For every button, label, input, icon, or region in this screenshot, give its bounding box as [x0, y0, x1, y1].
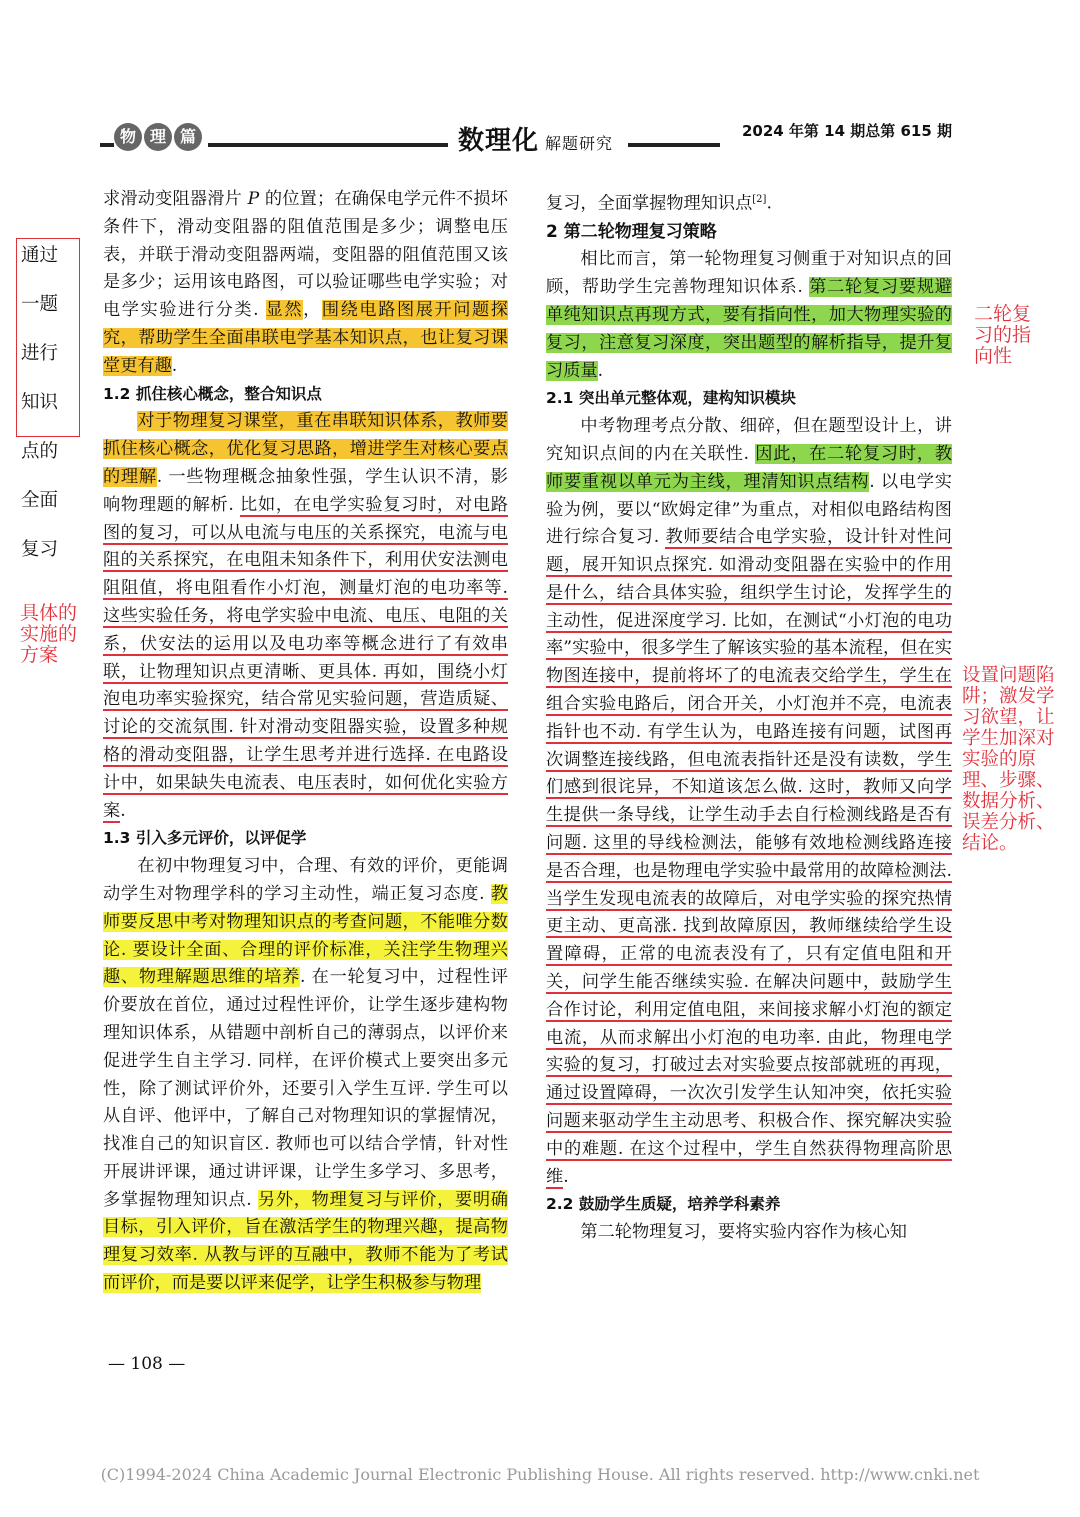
paragraph: 第二轮物理复习，要将实验内容作为核心知	[580, 1222, 907, 1243]
text: .	[766, 193, 772, 214]
underlined-text: 比如，在电学实验复习时，对电路图的复习，可以从电流与电压的关系探究，电流与电阻的关系探究，在电阻未知条件下，利用伏安法测电阻阻值，将电阻看作小灯泡，测量灯泡的电功率等. 这些实验任务，将电学实验中电流、电压、电阻的关系，伏安法的运用以及电功率等概念进行了有效串联，让物理知识点更清晰、更具体. 再如，围绕小灯泡电功率实验探究，结合常见实验问题，营造质疑、讨论的交流氛围. 针对滑动变阻器实验，设置多种规格的滑动变阻器，让学生思考并进行选择. 在电路设计中，如果缺失电流表、电压表时，如何优化实验方案	[103, 494, 508, 821]
section-heading: 2.1 突出单元整体观，建构知识模块	[546, 389, 796, 408]
section-heading: 1.2 抓住核心概念，整合知识点	[103, 384, 322, 403]
highlight: 围绕电路图展开问题探究，帮助学生全面串联电学基本知识点，也让复习课堂更有趣	[103, 300, 508, 376]
text: 在初中物理复习中，合理、有效的评价，更能调动学生对物理学科的学习主动性，端正复习态度.	[103, 856, 508, 904]
badge-char: 理	[144, 123, 172, 151]
highlight: 对于物理复习课堂，重在串联知识体系，教师要抓住核心概念，优化复习思路，增进学生对核心要点的理解	[103, 411, 508, 487]
magazine-title	[452, 120, 619, 157]
issue-info: 2024 年第 14 期总第 615 期	[734, 120, 952, 141]
highlight: 显然	[265, 300, 304, 321]
text: . 以电学实验为例，要以“欧姆定律”为重点，对相似电路结构图进行综合复习.	[546, 471, 952, 548]
paragraph	[103, 408, 508, 825]
text: 求滑动变阻器滑片	[103, 189, 248, 209]
text: 中考物理考点分散、细碎，但在题型设计上，讲究知识点间的内在关联性.	[546, 416, 952, 464]
highlight: 因此，在二轮复习时，教师要重视以单元为主线，理清知识点结构	[546, 443, 952, 492]
right-column	[546, 186, 952, 1247]
variable: P	[247, 189, 260, 209]
copyright-footer: (C)1994-2024 China Academic Journal Electronic Publishing House. All rights reserved. http://www.cnki.net	[100, 1465, 980, 1484]
annotation-box	[16, 238, 80, 560]
text: 复习，全面掌握物理知识点	[546, 193, 753, 214]
text: . 一些物理概念抽象性强，学生认识不清，影响物理题的解析.	[103, 466, 508, 515]
text: 相比而言，第一轮物理复习侧重于对知识点的回顾，帮助学生完善物理知识体系.	[546, 249, 952, 298]
highlight: 第二轮复习要规避单纯知识点再现方式，要有指向性，加大物理实验的复习，注意复习深度，突出题型的解析指导，提升复习质量	[546, 277, 952, 381]
header-rule-right	[628, 143, 720, 147]
page-number: — 108 —	[108, 1354, 186, 1374]
highlight: 教师要反思中考对物理知识点的考查问题，不能唯分数论. 要设计全面、合理的评价标准，关注学生物理兴趣、物理解题思维的培养	[103, 883, 508, 988]
annotation-right-mid: 设置问题陷阱；激发学习欲望，让学生加深对实验的原理、步骤、数据分析、误差分析、结论。	[962, 665, 1055, 854]
left-column	[103, 186, 508, 1298]
section-heading: 1.3 引入多元评价，以评促学	[103, 829, 307, 848]
highlight: 另外，物理复习与评价，要明确目标，引入评价，旨在激活学生的物理兴趣，提高物理复习效率. 从教与评的互融中，教师不能为了考试而评价，而是要以评来促学，让学生积极参与物理	[103, 1189, 508, 1294]
badge-char: 物	[114, 123, 142, 151]
text: .	[597, 360, 604, 381]
header-rule-mid	[208, 143, 448, 147]
text: 的位置；在确保电学元件不损坏条件下，滑动变阻器的阻值范围是多少；调整电压表，并联于滑动变阻器两端，变阻器的阻值范围又该是多少；运用该电路图，可以验证哪些电学实验；对电学实验进行分类.	[103, 189, 508, 321]
paragraph	[546, 246, 952, 385]
section-heading: 2 第二轮物理复习策略	[546, 221, 717, 242]
magazine-subtitle: 解题研究	[545, 134, 614, 153]
annotation-left: 具体的实施的方案	[20, 602, 78, 666]
paragraph	[103, 186, 508, 381]
text: . 在一轮复习中，过程性评价要放在首位，通过过程性评价，让学生逐步建构物理知识体系，从错题中剖析自己的薄弱点，以评价来促进学生自主学习. 同样，在评价模式上要突出多元性，除了测试评价外，还要引入学生互评. 学生可以从自评、他评中，了解自己对物理知识的掌握情况，找准自己的知识盲区. 教师也可以结合学情，针对性开展讲评课，通过讲评课，让学生多学习、多思考，多掌握物理知识点.	[103, 967, 508, 1210]
annotation-right-top: 二轮复习的指向性	[974, 303, 1032, 367]
badge-char: 篇	[174, 123, 202, 151]
header-rule-left	[100, 143, 114, 147]
magazine-name: 数理化	[458, 126, 540, 156]
journal-header	[100, 120, 952, 160]
paragraph	[546, 413, 952, 1191]
section-badge	[114, 123, 202, 151]
section-heading: 2.2 鼓励学生质疑，培养学科素养	[546, 1195, 781, 1214]
annotation-text: 通过 一题 进行 知识 点的 全面 复习	[21, 245, 59, 560]
text: ，	[303, 300, 322, 321]
text: .	[563, 1166, 569, 1187]
citation: [2]	[752, 194, 767, 205]
underlined-text: 教师要结合电学实验，设计针对性问题，展开知识点探究. 如滑动变阻器在实验中的作用是什么，结合具体实验，组织学生讨论，发挥学生的主动性，促进深度学习. 比如，在测试“小灯泡的电功率”实验中，很多学生了解该实验的基本流程，但在实物图连接中，提前将坏了的电流表交给学生，学生在组合实验电路后，闭合开关，小灯泡并不亮，电流表指针也不动. 有学生认为，电路连接有问题，试图再次调整连接线路，但电流表指针还是没有读数，学生们感到很诧异，不知道该怎么做. 这时，教师又向学生提供一条导线，让学生动手去自行检测线路是否有问题. 这里的导线检测法，能够有效地检测线路连接是否合理，也是物理电学实验中最常用的故障检测法. 当学生发现电流表的故障后，对电学实验的探究热情更主动、更高涨. 找到故障原因，教师继续给学生设置障碍，正常的电流表没有了，只有定值电阻和开关，问学生能否继续实验. 在解决问题中，鼓励学生合作讨论，利用定值电阻，来间接求解小灯泡的额定电流，从而求解出小灯泡的电功率. 由此，物理电学实验的复习，打破过去对实验要点按部就班的再现，通过设置障碍，一次次引发学生认知冲突，依托实验问题来驱动学生主动思考、积极合作、探究解决实验中的难题. 在这个过程中，学生自然获得物理高阶思维	[546, 527, 952, 1187]
text: .	[171, 355, 178, 376]
text: .	[120, 800, 126, 821]
paragraph	[546, 186, 952, 219]
paragraph	[103, 853, 508, 1298]
